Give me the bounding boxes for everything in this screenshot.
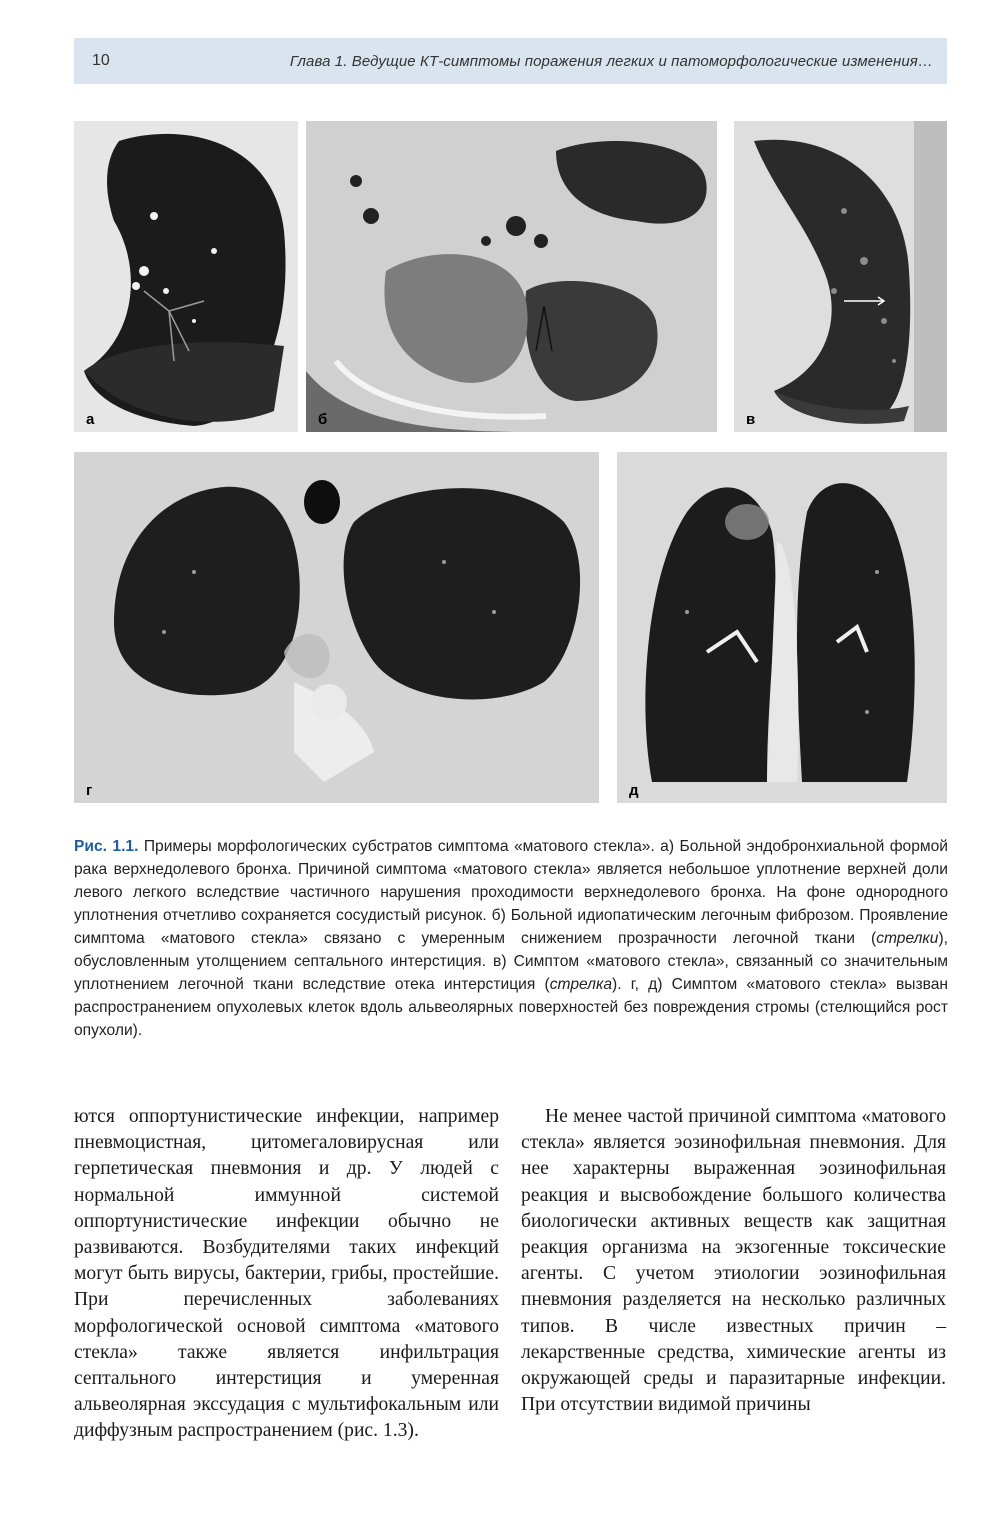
ct-image-g: [74, 452, 599, 803]
figure-caption-text-2: ), обусловленным утолщением септального интерстиция. в) Симптом «матового стекла», связанный со значительным уплотнением легочной ткани вследствие отека интерстиция (: [74, 930, 948, 993]
figure-caption-italic-1: стрелки: [876, 930, 939, 947]
figure-caption-label: Рис. 1.1.: [74, 838, 139, 855]
figure-caption-text-1: Примеры морфологических субстратов симптома «матового стекла». а) Больной эндобронхиальной формой рака верхнедолевого бронха. Причиной симптома «матового стекла» является небольшое уплотнение верхней доли левого легкого вследствие частичного нарушения проходимости верхнедолевого бронха. На фоне однородного уплотнения отчетливо сохраняется сосудистый рисунок. б) Больной идиопатическим легочным фиброзом. Проявление симптома «матового стекла» связано с умеренным снижением прозрачности легочной ткани (: [74, 838, 948, 947]
body-column-right: Не менее частой причиной симптома «матового стекла» является эозинофильная пневмония. Для нее характерны выраженная эозинофильная реакция и высвобождение большого количества биологически активных веществ как защитная реакция организма на экзогенные токсические агенты. С учетом этиологии эозинофильная пневмония разделяется на несколько различных типов. В числе известных причин – лекарственные средства, химические агенты из окружающей среды и паразитарные инфекции. При отсутствии видимой причины: [521, 1106, 946, 1416]
ct-image-b: [306, 121, 717, 432]
ct-panel-b: [306, 121, 717, 432]
figure-caption-italic-2: стрелка: [549, 976, 613, 993]
page-number: 10: [92, 52, 110, 69]
panel-label-g: г: [86, 782, 93, 799]
panel-label-a: а: [86, 411, 95, 428]
ct-panel-g: [74, 452, 599, 803]
panel-label-v: в: [746, 411, 756, 428]
ct-panel-a: [74, 121, 298, 432]
ct-image-d: [617, 452, 947, 803]
panel-label-b: б: [318, 411, 328, 428]
ct-image-a: [74, 121, 298, 432]
body-column-left: ются оппортунистические инфекции, например пневмоцистная, цитомегаловирусная или герпетическая пневмония и др. У людей с нормальной иммунной системой оппортунистические инфекции обычно не развиваются. Возбудителями таких инфекций могут быть вирусы, бактерии, грибы, простейшие. При перечисленных заболеваниях морфологической основой симптома «матового стекла» также является инфильтрация септального интерстиция и умеренная альвеолярная экссудация с мультифокальным или диффузным распространением (рис. 1.3).: [74, 1106, 499, 1442]
panel-label-d: д: [629, 782, 639, 799]
ct-panel-d: [617, 452, 947, 803]
ct-panel-v: [734, 121, 947, 432]
ct-image-v: [734, 121, 947, 432]
figure-caption-text-3: ). г, д) Симптом «матового стекла» вызван распространением опухолевых клеток вдоль альвеолярных поверхностей без повреждения стромы (стелющийся рост опухоли).: [74, 976, 948, 1039]
running-title: Глава 1. Ведущие КТ-симптомы поражения легких и патоморфологические изменения…: [289, 52, 933, 70]
figure-caption: [74, 835, 948, 1042]
running-header: [74, 38, 947, 84]
